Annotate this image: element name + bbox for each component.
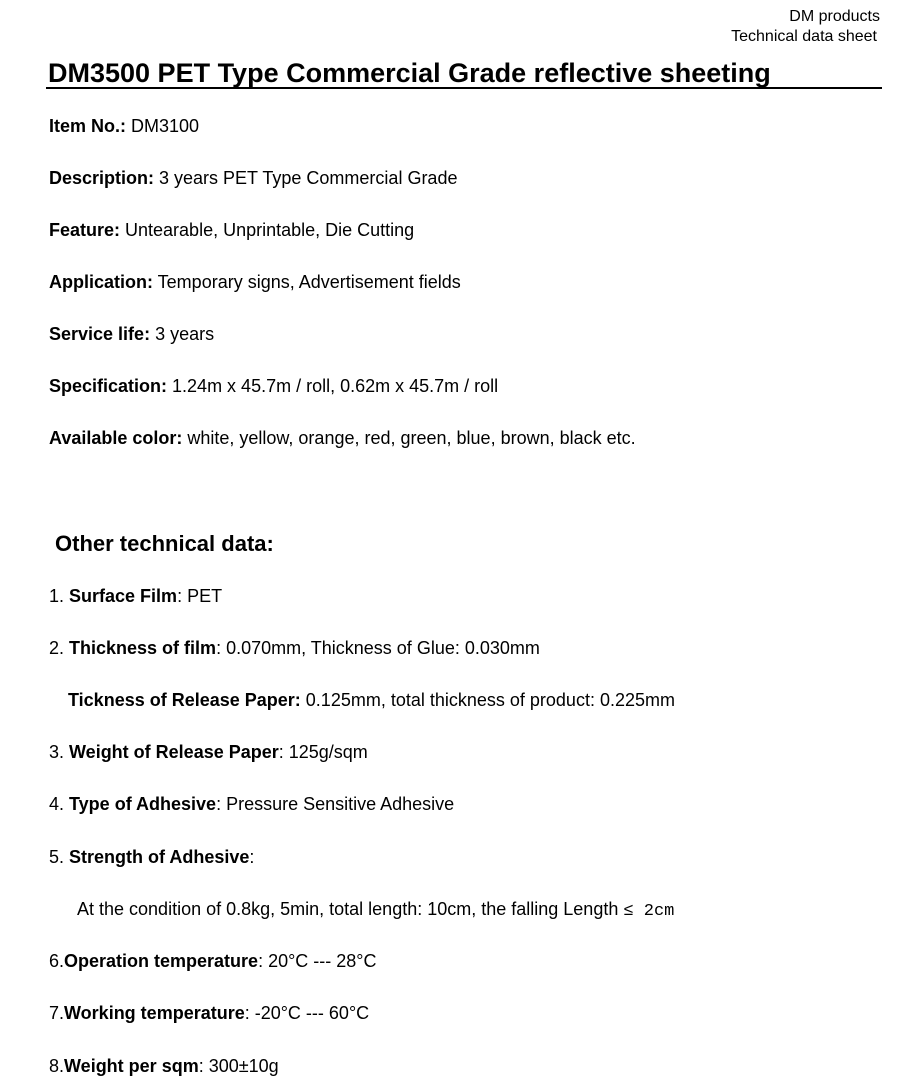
tech-value-limit: ≤ 2cm bbox=[623, 902, 675, 921]
tech-number: 6. bbox=[49, 951, 65, 971]
tech-value: At the condition of 0.8kg, 5min, total length: 10cm, the falling Length bbox=[77, 899, 624, 919]
tech-weight-per-sqm bbox=[49, 1055, 279, 1077]
tech-number: 7. bbox=[49, 1003, 65, 1023]
tech-adhesive-condition bbox=[77, 898, 674, 923]
tech-label: Strength of Adhesive bbox=[69, 847, 250, 867]
field-label: Service life: bbox=[49, 324, 151, 344]
tech-value: : -20°C --- 60°C bbox=[244, 1003, 370, 1023]
tech-label: Weight per sqm bbox=[64, 1056, 199, 1076]
tech-value: : 0.070mm, Thickness of Glue: 0.030mm bbox=[216, 638, 540, 658]
field-label: Feature: bbox=[49, 220, 121, 240]
field-value: Temporary signs, Advertisement fields bbox=[153, 272, 461, 292]
field-item-no bbox=[49, 115, 199, 137]
tech-number: 4. bbox=[49, 794, 70, 814]
field-service-life bbox=[49, 323, 214, 345]
field-label: Application: bbox=[49, 272, 153, 292]
tech-value: : bbox=[249, 847, 255, 867]
tech-number: 5. bbox=[49, 847, 70, 867]
section-heading: Other technical data: bbox=[55, 531, 274, 556]
tech-label: Working temperature bbox=[64, 1003, 245, 1023]
field-value: 3 years PET Type Commercial Grade bbox=[154, 168, 458, 188]
tech-strength-of-adhesive bbox=[49, 846, 254, 868]
tech-release-paper-thickness bbox=[68, 689, 675, 711]
field-value: DM3100 bbox=[126, 116, 200, 136]
tech-number: 8. bbox=[49, 1056, 65, 1076]
page-title: DM3500 PET Type Commercial Grade reflective sheeting bbox=[48, 58, 771, 88]
field-label: Description: bbox=[49, 168, 155, 188]
tech-label: Surface Film bbox=[69, 586, 178, 606]
field-label: Specification: bbox=[49, 376, 168, 396]
field-feature bbox=[49, 219, 414, 241]
field-available-color bbox=[49, 427, 636, 449]
tech-label: Weight of Release Paper bbox=[69, 742, 279, 762]
tech-value: : 20°C --- 28°C bbox=[258, 951, 377, 971]
field-specification bbox=[49, 375, 498, 397]
tech-number: 1. bbox=[49, 586, 70, 606]
field-value: Untearable, Unprintable, Die Cutting bbox=[120, 220, 415, 240]
tech-label: Tickness of Release Paper: bbox=[68, 690, 301, 710]
tech-operation-temperature bbox=[49, 950, 377, 972]
tech-type-of-adhesive bbox=[49, 793, 454, 815]
document-header bbox=[731, 7, 880, 47]
title-underline bbox=[46, 87, 882, 89]
tech-number: 3. bbox=[49, 742, 70, 762]
tech-value: : Pressure Sensitive Adhesive bbox=[216, 794, 455, 814]
tech-value: 0.125mm, total thickness of product: 0.225mm bbox=[300, 690, 675, 710]
tech-value: : PET bbox=[177, 586, 223, 606]
tech-value: : 125g/sqm bbox=[278, 742, 368, 762]
tech-thickness-of-film bbox=[49, 637, 540, 659]
tech-value: : 300±10g bbox=[198, 1056, 279, 1076]
tech-surface-film bbox=[49, 585, 222, 607]
field-value: white, yellow, orange, red, green, blue, brown, black etc. bbox=[182, 428, 636, 448]
field-label: Available color: bbox=[49, 428, 183, 448]
tech-working-temperature bbox=[49, 1002, 369, 1024]
field-application bbox=[49, 271, 461, 293]
document-type: Technical data sheet bbox=[731, 28, 877, 45]
field-value: 3 years bbox=[150, 324, 215, 344]
field-label: Item No.: bbox=[49, 116, 127, 136]
tech-label: Type of Adhesive bbox=[69, 794, 217, 814]
field-description bbox=[49, 167, 457, 189]
company-name: DM products bbox=[789, 8, 880, 25]
tech-number: 2. bbox=[49, 638, 70, 658]
tech-weight-release-paper bbox=[49, 741, 368, 763]
tech-label: Thickness of film bbox=[69, 638, 217, 658]
tech-label: Operation temperature bbox=[64, 951, 259, 971]
field-value: 1.24m x 45.7m / roll, 0.62m x 45.7m / roll bbox=[167, 376, 499, 396]
